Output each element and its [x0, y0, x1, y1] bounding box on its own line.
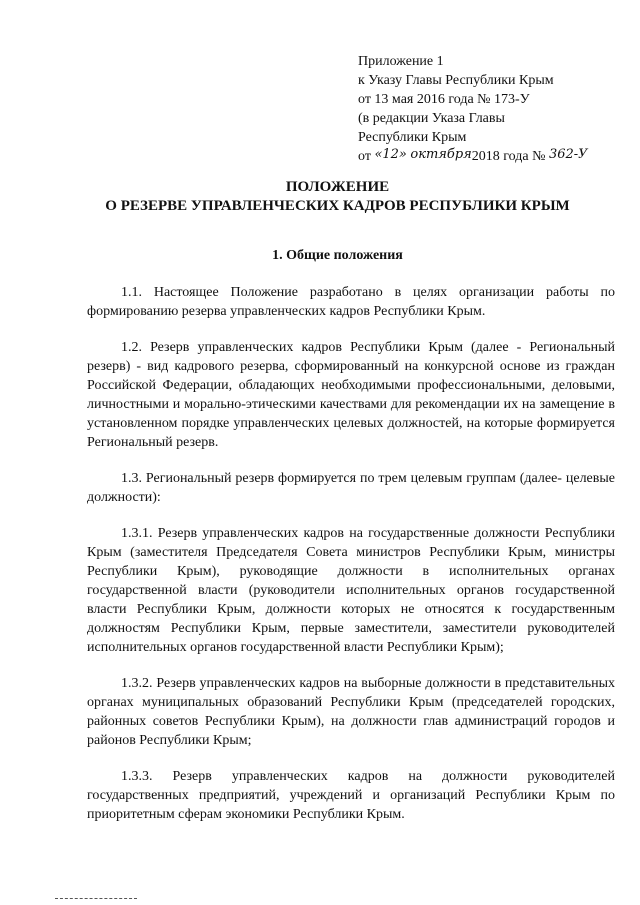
appendix-line: (в редакции Указа Главы [358, 111, 505, 126]
appendix-date-line [358, 147, 618, 166]
date-prefix: от [358, 149, 375, 164]
paragraph-1-3-3: 1.3.3. Резерв управленческих кадров на должности руководителей государственных предприятий, учреждений и организаций Республики Крым по приоритетным сферам экономики Республики Крым. [87, 769, 615, 822]
appendix-header [358, 52, 618, 166]
title-line: О РЕЗЕРВЕ УПРАВЛЕНЧЕСКИХ КАДРОВ РЕСПУБЛИКИ КРЫМ [105, 198, 570, 214]
handwritten-month: октября [410, 147, 472, 162]
appendix-line: Республики Крым [358, 130, 467, 145]
paragraph-1-2: 1.2. Резерв управленческих кадров Республики Крым (далее - Региональный резерв) - вид кадрового резерва, сформированный на конкурсной основе из граждан Российской Федерации, обладающих необходимыми профессиональными, деловыми, личностными и морально-этическими качествами для рекомендации их на замещение в установленном порядке управленческих целевых должностей, на которые формируется Региональный резерв. [87, 340, 615, 450]
handwritten-number: 362-У [548, 147, 588, 162]
footer-divider [55, 898, 137, 900]
handwritten-day: «12» [374, 147, 407, 162]
document-title [60, 178, 615, 216]
document-body [87, 283, 615, 841]
appendix-line: от 13 мая 2016 года № 173-У [358, 92, 530, 107]
appendix-line: к Указу Главы Республики Крым [358, 73, 554, 88]
title-line: ПОЛОЖЕНИЕ [285, 179, 390, 195]
paragraph-1-1: 1.1. Настоящее Положение разработано в целях организации работы по формированию резерва управленческих кадров Республики Крым. [87, 285, 615, 319]
paragraph-1-3-2: 1.3.2. Резерв управленческих кадров на выборные должности в представительных органах муниципальных образований Республики Крым (председателей городских, районных советов Республики Крым), на должности глав администраций городов и районов Республики Крым; [87, 676, 615, 748]
date-year: 2018 года № [471, 149, 546, 164]
section-heading: 1. Общие положения [272, 248, 403, 263]
appendix-line: Приложение 1 [358, 54, 444, 69]
paragraph-1-3-1: 1.3.1. Резерв управленческих кадров на государственные должности Республики Крым (заместителя Председателя Совета министров Республики Крым, министры Республики Крым), руководящие должности в исполнительных органах государственной власти (руководители исполнительных органов государственной власти Республики Крым, должности которых не относятся к государственным должностям Республики Крым, первые заместители, заместители руководителей исполнительных органов государственной власти Республики Крым); [87, 526, 615, 655]
paragraph-1-3: 1.3. Региональный резерв формируется по трем целевым группам (далее- целевые должности): [87, 471, 615, 505]
